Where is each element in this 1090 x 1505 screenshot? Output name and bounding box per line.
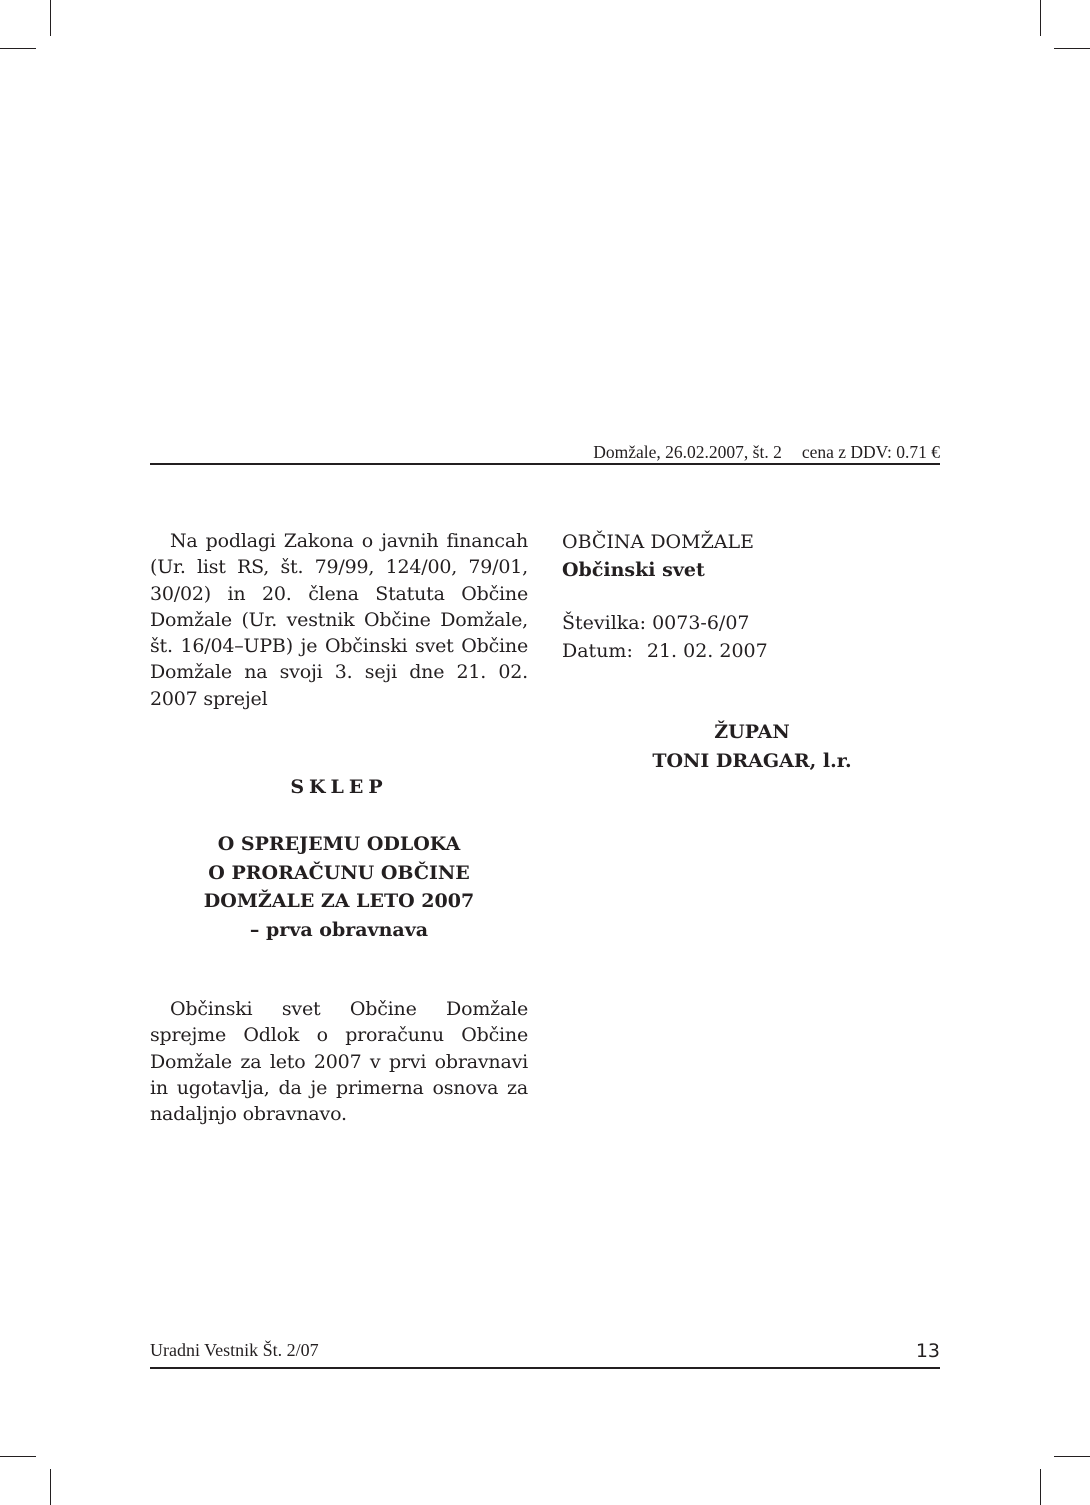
signature-block	[562, 718, 942, 775]
page-number: 13	[915, 1340, 940, 1362]
crop-mark	[1054, 48, 1090, 49]
date-label: Datum:	[562, 640, 633, 662]
page-header	[150, 440, 940, 464]
title-line: – prva obravnava	[249, 918, 429, 941]
municipality-name: OBČINA DOMŽALE	[562, 531, 754, 553]
header-date-issue: Domžale, 26.02.2007, št. 2	[593, 442, 782, 462]
footer-publication: Uradni Vestnik Št. 2/07	[150, 1340, 319, 1360]
crop-mark	[0, 1456, 36, 1457]
decision-body	[150, 996, 528, 1127]
signatory-role: ŽUPAN	[714, 721, 790, 743]
council-name: Občinski svet	[562, 559, 705, 581]
issuer-block	[562, 528, 942, 665]
signatory-name: TONI DRAGAR, l.r.	[652, 749, 852, 772]
intro-column	[150, 528, 528, 712]
crop-mark	[50, 1469, 51, 1505]
crop-mark	[1054, 1456, 1090, 1457]
document-date	[562, 637, 942, 665]
header-rule	[150, 463, 940, 465]
crop-mark	[1040, 1469, 1041, 1505]
header-price: cena z DDV: 0.71 €	[801, 442, 940, 462]
crop-mark	[1040, 0, 1041, 36]
decision-paragraph: Občinski svet Občine Domžale sprejme Odlok o proračunu Občine Domžale za leto 2007 v prvi obravnavi in ugotavlja, da je primerna osnova za nadaljnjo obravnavo.	[150, 998, 528, 1126]
document-number: Številka: 0073-6/07	[562, 612, 750, 634]
date-value: 21. 02. 2007	[646, 640, 768, 662]
title-line: DOMŽALE ZA LETO 2007	[203, 890, 475, 912]
crop-mark	[50, 0, 51, 36]
sklep-heading: SKLEP	[290, 776, 388, 798]
title-line: O PRORAČUNU OBČINE	[208, 861, 470, 884]
footer-rule	[150, 1367, 940, 1369]
crop-mark	[0, 48, 36, 49]
document-title	[150, 830, 528, 944]
intro-paragraph: Na podlagi Zakona o javnih financah (Ur. list RS, št. 79/99, 124/00, 79/01, 30/02) in 20. člena Statuta Občine Domžale (Ur. vestnik Občine Domžale, št. 16/04–UPB) je Občinski svet Občine Domžale na svoji 3. seji dne 21. 02. 2007 sprejel	[150, 530, 528, 710]
title-line: O SPREJEMU ODLOKA	[217, 833, 461, 855]
